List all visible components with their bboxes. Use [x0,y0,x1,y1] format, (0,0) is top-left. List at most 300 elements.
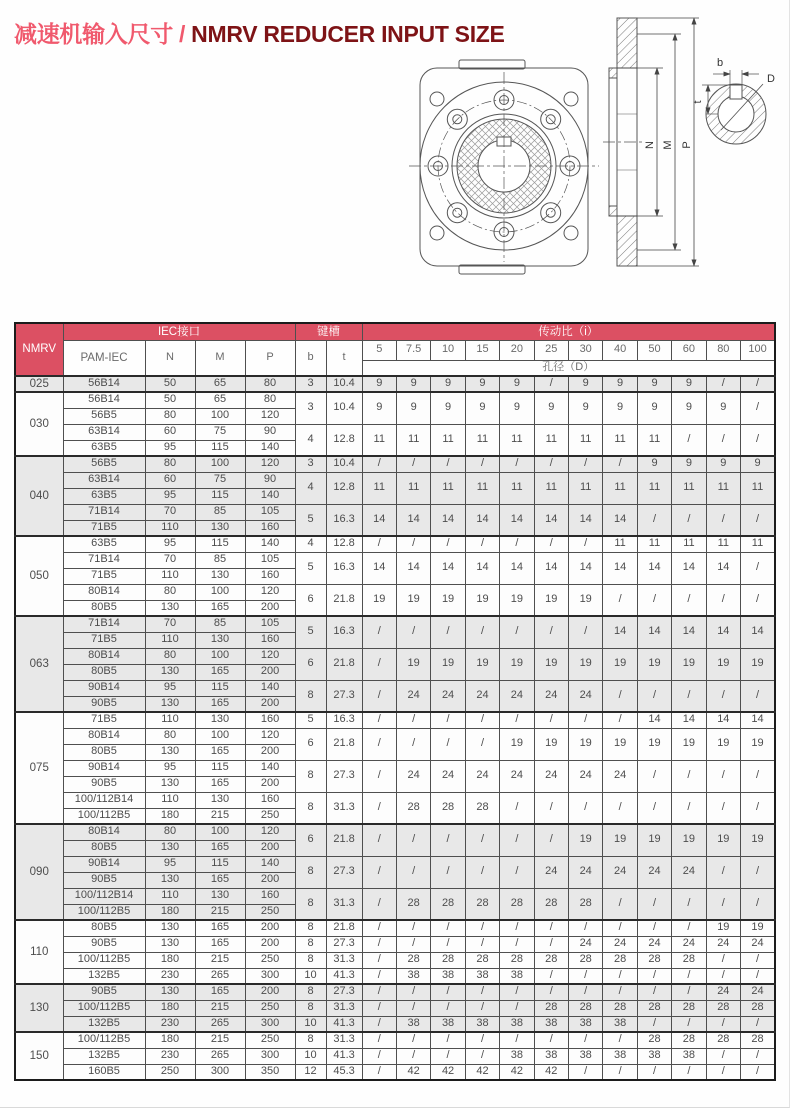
m-dimension-cell: 130 [195,632,245,648]
p-dimension-cell: 250 [245,1032,295,1048]
bore-d-cell: 19 [568,824,602,856]
bore-d-cell: 14 [603,504,637,536]
m-dimension-cell: 75 [195,472,245,488]
p-dimension-cell: 250 [245,952,295,968]
bore-d-cell: / [534,936,568,952]
bore-d-cell: 28 [672,952,706,968]
nmrv-group-label: 040 [15,456,63,536]
n-dimension-cell: 180 [145,808,195,824]
keyway-b-cell: 5 [295,712,326,728]
bore-d-cell: 19 [706,824,740,856]
p-dimension-cell: 120 [245,648,295,664]
bore-d-cell: / [534,824,568,856]
bore-d-cell: 19 [741,824,775,856]
header-ratio-value: 25 [534,340,568,360]
bore-d-cell: / [741,856,775,888]
bore-d-cell: 19 [706,920,740,936]
table-row [15,1000,775,1016]
bore-d-cell: 28 [465,952,499,968]
bore-d-cell: 9 [672,376,706,392]
n-dimension-cell: 130 [145,840,195,856]
p-dimension-cell: 140 [245,856,295,872]
m-dimension-cell: 215 [195,808,245,824]
bore-d-cell: / [637,792,671,824]
p-dimension-cell: 140 [245,536,295,552]
p-dimension-cell: 300 [245,968,295,984]
p-dimension-cell: 120 [245,584,295,600]
keyway-t-cell: 12.8 [326,472,362,504]
bore-d-cell: / [362,1016,396,1032]
bore-d-cell: / [741,680,775,712]
bore-d-cell: 14 [431,504,465,536]
bore-d-cell: 11 [465,472,499,504]
keyway-t-cell: 12.8 [326,424,362,456]
table-row [15,888,775,904]
p-dimension-cell: 120 [245,824,295,840]
header-n: N [145,340,195,376]
page-title-chinese: 减速机输入尺寸 / [14,21,192,47]
bore-d-cell: / [637,1064,671,1080]
m-dimension-cell: 130 [195,568,245,584]
bore-d-cell: / [706,1048,740,1064]
bore-d-cell: 38 [672,1048,706,1064]
m-dimension-cell: 215 [195,1032,245,1048]
m-dimension-cell: 165 [195,840,245,856]
bore-d-cell: 28 [396,888,430,920]
header-ratio-value: 15 [465,340,499,360]
p-dimension-cell: 160 [245,712,295,728]
bore-d-cell: 19 [534,648,568,680]
bore-d-cell: 28 [431,952,465,968]
dim-label-t: t [692,100,704,104]
bore-d-cell: / [500,984,534,1000]
bore-d-cell: 38 [431,968,465,984]
bore-d-cell: 11 [706,536,740,552]
m-dimension-cell: 300 [195,1064,245,1080]
m-dimension-cell: 130 [195,888,245,904]
keyway-t-cell: 10.4 [326,376,362,392]
keyway-b-cell: 4 [295,536,326,552]
n-dimension-cell: 80 [145,584,195,600]
bore-d-cell: 28 [603,952,637,968]
pam-iec-cell: 100/112B14 [63,888,145,904]
bore-d-cell: 19 [603,648,637,680]
bore-d-cell: / [362,1064,396,1080]
m-dimension-cell: 100 [195,648,245,664]
keyway-b-cell: 4 [295,472,326,504]
keyway-t-cell: 27.3 [326,984,362,1000]
bore-d-cell: 38 [500,968,534,984]
bore-d-cell: / [362,712,396,728]
m-dimension-cell: 265 [195,1048,245,1064]
bore-d-cell: 14 [741,712,775,728]
bore-d-cell: 24 [396,760,430,792]
keyway-t-cell: 31.3 [326,792,362,824]
bore-d-cell: 24 [534,680,568,712]
bore-d-cell: / [568,1064,602,1080]
bore-d-cell: / [534,536,568,552]
bore-d-cell: / [706,968,740,984]
bore-d-cell: 19 [741,648,775,680]
m-dimension-cell: 85 [195,552,245,568]
header-m: M [195,340,245,376]
table-row [15,936,775,952]
n-dimension-cell: 130 [145,664,195,680]
n-dimension-cell: 130 [145,984,195,1000]
n-dimension-cell: 250 [145,1064,195,1080]
bore-d-cell: 24 [603,936,637,952]
pam-iec-cell: 80B14 [63,648,145,664]
n-dimension-cell: 110 [145,888,195,904]
bore-d-cell: / [568,984,602,1000]
p-dimension-cell: 160 [245,632,295,648]
p-dimension-cell: 200 [245,936,295,952]
bore-d-cell: 14 [500,504,534,536]
pam-iec-cell: 80B5 [63,920,145,936]
bore-d-cell: / [500,856,534,888]
bore-d-cell: 24 [568,760,602,792]
bore-d-cell: / [672,1016,706,1032]
n-dimension-cell: 230 [145,1016,195,1032]
bore-d-cell: 28 [568,1000,602,1016]
bore-d-cell: 9 [637,456,671,472]
bore-d-cell: / [637,680,671,712]
n-dimension-cell: 230 [145,968,195,984]
bore-d-cell: 9 [637,376,671,392]
table-row [15,824,775,840]
bore-d-cell: 28 [706,1032,740,1048]
table-row [15,456,775,472]
keyway-b-cell: 8 [295,952,326,968]
pam-iec-cell: 71B14 [63,616,145,632]
bore-d-cell: / [465,984,499,1000]
bore-d-cell: 38 [465,968,499,984]
bore-d-cell: 38 [396,968,430,984]
dim-label-b: b [716,57,724,69]
bore-d-cell: / [706,376,740,392]
pam-iec-cell: 56B14 [63,376,145,392]
bore-d-cell: / [362,1048,396,1064]
keyway-b-cell: 8 [295,920,326,936]
table-row [15,920,775,936]
bore-d-cell: / [706,1016,740,1032]
p-dimension-cell: 90 [245,424,295,440]
bore-d-cell: 24 [603,760,637,792]
bore-d-cell: / [431,1000,465,1016]
bore-d-cell: 9 [672,456,706,472]
pam-iec-cell: 80B5 [63,840,145,856]
m-dimension-cell: 165 [195,744,245,760]
bore-d-cell: / [637,760,671,792]
nmrv-group-label: 050 [15,536,63,616]
bore-d-cell: 42 [534,1064,568,1080]
bore-d-cell: 11 [431,424,465,456]
pam-iec-cell: 80B14 [63,824,145,840]
header-iec-group: IEC接口 [63,323,295,340]
keyway-t-cell: 21.8 [326,648,362,680]
n-dimension-cell: 180 [145,1032,195,1048]
bore-d-cell: 14 [362,552,396,584]
keyway-b-cell: 3 [295,456,326,472]
bore-d-cell: 14 [396,552,430,584]
p-dimension-cell: 80 [245,392,295,408]
bore-d-cell: 19 [465,584,499,616]
p-dimension-cell: 140 [245,760,295,776]
header-bore-d: 孔径（D） [362,360,775,376]
p-dimension-cell: 160 [245,520,295,536]
p-dimension-cell: 105 [245,616,295,632]
reducer-drawing-svg [405,4,783,304]
table-row [15,984,775,1000]
pam-iec-cell: 132B5 [63,968,145,984]
bore-d-cell: / [568,536,602,552]
m-dimension-cell: 165 [195,984,245,1000]
n-dimension-cell: 95 [145,440,195,456]
p-dimension-cell: 105 [245,504,295,520]
bore-d-cell: 11 [603,424,637,456]
bore-d-cell: / [706,1064,740,1080]
bore-d-cell: 28 [603,1000,637,1016]
keyway-t-cell: 27.3 [326,760,362,792]
keyway-t-cell: 31.3 [326,1032,362,1048]
p-dimension-cell: 105 [245,552,295,568]
bore-d-cell: 28 [431,792,465,824]
pam-iec-cell: 100/112B5 [63,808,145,824]
bore-d-cell: 19 [603,824,637,856]
bore-d-cell: / [431,984,465,1000]
p-dimension-cell: 200 [245,664,295,680]
pam-iec-cell: 100/112B5 [63,1000,145,1016]
n-dimension-cell: 60 [145,424,195,440]
keyway-b-cell: 6 [295,584,326,616]
m-dimension-cell: 85 [195,616,245,632]
bore-d-cell: 28 [568,952,602,968]
bore-d-cell: 9 [706,456,740,472]
bore-d-cell: / [706,760,740,792]
keyway-b-cell: 8 [295,1032,326,1048]
table-row [15,1016,775,1032]
header-pam-iec: PAM-IEC [63,340,145,376]
bore-d-cell: / [396,856,430,888]
bore-d-cell: 42 [431,1064,465,1080]
bore-d-cell: / [465,1032,499,1048]
bore-d-cell: / [672,424,706,456]
bore-d-cell: 14 [672,712,706,728]
bore-d-cell: 24 [706,936,740,952]
p-dimension-cell: 80 [245,376,295,392]
keyway-b-cell: 6 [295,648,326,680]
m-dimension-cell: 130 [195,520,245,536]
n-dimension-cell: 110 [145,632,195,648]
keyway-t-cell: 27.3 [326,936,362,952]
bore-d-cell: / [500,936,534,952]
bore-d-cell: 11 [396,424,430,456]
nmrv-group-label: 150 [15,1032,63,1080]
bore-d-cell: / [741,424,775,456]
bore-d-cell: / [741,952,775,968]
bore-d-cell: / [534,616,568,648]
bore-d-cell: / [672,888,706,920]
bore-d-cell: / [396,824,430,856]
table-row [15,648,775,664]
m-dimension-cell: 265 [195,1016,245,1032]
keyway-b-cell: 12 [295,1064,326,1080]
pam-iec-cell: 132B5 [63,1016,145,1032]
m-dimension-cell: 215 [195,904,245,920]
table-row [15,968,775,984]
m-dimension-cell: 65 [195,392,245,408]
bore-d-cell: 9 [500,376,534,392]
keyway-t-cell: 21.8 [326,920,362,936]
bore-d-cell: 28 [465,792,499,824]
bore-d-cell: 24 [500,760,534,792]
m-dimension-cell: 165 [195,872,245,888]
pam-iec-cell: 90B14 [63,760,145,776]
p-dimension-cell: 120 [245,408,295,424]
bore-d-cell: 24 [706,984,740,1000]
bore-d-cell: 28 [706,1000,740,1016]
keyway-b-cell: 5 [295,616,326,648]
table-row [15,552,775,568]
n-dimension-cell: 95 [145,680,195,696]
bore-d-cell: / [465,1000,499,1016]
technical-drawing [405,4,783,309]
bore-d-cell: / [431,856,465,888]
bore-d-cell: / [706,952,740,968]
bore-d-cell: 9 [741,456,775,472]
bore-d-cell: / [741,552,775,584]
table-row [15,504,775,520]
bore-d-cell: / [568,712,602,728]
pam-iec-cell: 63B5 [63,440,145,456]
bore-d-cell: / [500,712,534,728]
keyway-t-cell: 16.3 [326,712,362,728]
m-dimension-cell: 165 [195,920,245,936]
bore-d-cell: / [637,584,671,616]
bore-d-cell: 9 [534,392,568,424]
keyway-b-cell: 5 [295,504,326,536]
pam-iec-cell: 56B5 [63,456,145,472]
bore-d-cell: 28 [431,888,465,920]
bore-d-cell: 28 [637,952,671,968]
keyway-t-cell: 41.3 [326,1048,362,1064]
header-keyway-group: 键槽 [295,323,362,340]
p-dimension-cell: 200 [245,600,295,616]
bore-d-cell: 24 [465,760,499,792]
p-dimension-cell: 120 [245,456,295,472]
bore-d-cell: 24 [534,760,568,792]
bore-d-cell: / [603,584,637,616]
bore-d-cell: / [568,792,602,824]
pam-iec-cell: 90B5 [63,984,145,1000]
bore-d-cell: 14 [603,552,637,584]
nmrv-group-label: 063 [15,616,63,712]
keyway-t-cell: 21.8 [326,728,362,760]
bore-d-cell: / [534,920,568,936]
p-dimension-cell: 250 [245,904,295,920]
n-dimension-cell: 50 [145,392,195,408]
keyway-b-cell: 8 [295,792,326,824]
bore-d-cell: / [637,968,671,984]
bore-d-cell: / [396,616,430,648]
bore-d-cell: / [706,792,740,824]
bore-d-cell: / [603,1032,637,1048]
bore-d-cell: / [603,984,637,1000]
pam-iec-cell: 90B14 [63,680,145,696]
table-row [15,1032,775,1048]
p-dimension-cell: 160 [245,792,295,808]
bore-d-cell: / [603,680,637,712]
p-dimension-cell: 120 [245,728,295,744]
pam-iec-cell: 80B5 [63,600,145,616]
bore-d-cell: 11 [568,472,602,504]
bore-d-cell: / [500,792,534,824]
n-dimension-cell: 180 [145,1000,195,1016]
pam-iec-cell: 90B5 [63,872,145,888]
bore-d-cell: 19 [534,728,568,760]
m-dimension-cell: 115 [195,488,245,504]
p-dimension-cell: 200 [245,984,295,1000]
input-size-table [14,322,776,1081]
bore-d-cell: / [431,616,465,648]
m-dimension-cell: 165 [195,664,245,680]
bore-d-cell: 14 [534,552,568,584]
n-dimension-cell: 110 [145,712,195,728]
pam-iec-cell: 71B5 [63,712,145,728]
pam-iec-cell: 71B5 [63,568,145,584]
bore-d-cell: 9 [431,376,465,392]
bore-d-cell: / [534,1032,568,1048]
table-row [15,760,775,776]
bore-d-cell: 24 [568,856,602,888]
bore-d-cell: 28 [534,952,568,968]
keyway-b-cell: 8 [295,984,326,1000]
m-dimension-cell: 115 [195,760,245,776]
bore-d-cell: 24 [672,936,706,952]
bore-d-cell: / [672,584,706,616]
bore-d-cell: / [637,504,671,536]
bore-d-cell: 24 [431,760,465,792]
dim-label-p: P [681,141,693,149]
bore-d-cell: 28 [637,1000,671,1016]
table-row [15,792,775,808]
table-row [15,1048,775,1064]
table-row [15,472,775,488]
bore-d-cell: 24 [637,856,671,888]
bore-d-cell: / [568,968,602,984]
bore-d-cell: 11 [534,472,568,504]
bore-d-cell: / [741,1064,775,1080]
bore-d-cell: 11 [741,472,775,504]
bore-d-cell: 38 [534,1048,568,1064]
bore-d-cell: 19 [672,648,706,680]
pam-iec-cell: 63B5 [63,488,145,504]
bore-d-cell: / [396,1000,430,1016]
keyway-b-cell: 5 [295,552,326,584]
bore-d-cell: 9 [500,392,534,424]
bore-d-cell: / [672,680,706,712]
m-dimension-cell: 100 [195,824,245,840]
keyway-t-cell: 21.8 [326,584,362,616]
bore-d-cell: 28 [568,888,602,920]
bore-d-cell: 14 [465,504,499,536]
bore-d-cell: 19 [362,584,396,616]
n-dimension-cell: 80 [145,408,195,424]
n-dimension-cell: 130 [145,920,195,936]
bore-d-cell: / [637,888,671,920]
n-dimension-cell: 180 [145,904,195,920]
pam-iec-cell: 132B5 [63,1048,145,1064]
